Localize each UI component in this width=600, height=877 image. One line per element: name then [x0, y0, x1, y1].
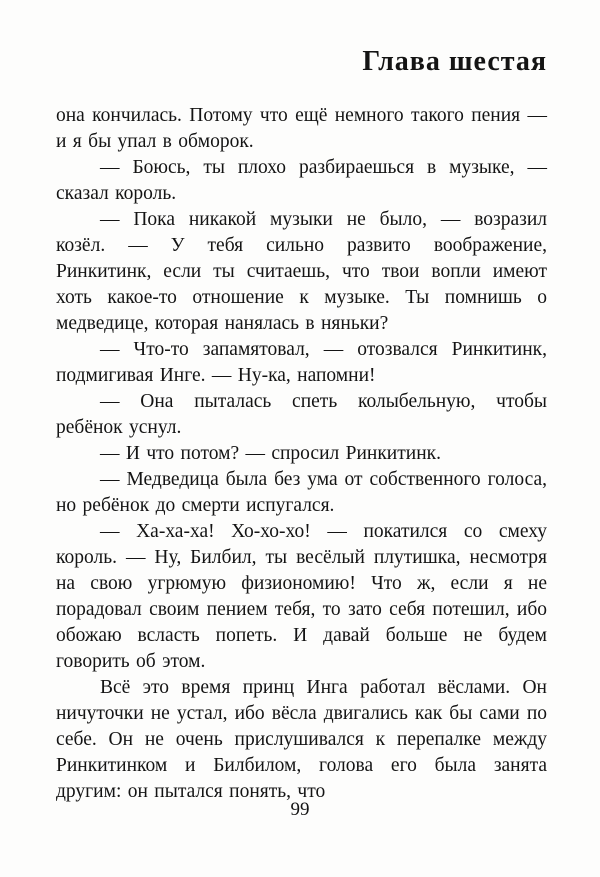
paragraph: — И что потом? — спросил Ринкитинк.	[100, 443, 441, 464]
chapter-heading: Глава шестая	[362, 46, 547, 77]
paragraph: — Ха-ха-ха! Хо-хо-хо! — покатился со смеху король. — Ну, Билбил, ты весёлый плутишка, несмотря на свою угрюмую физиономию! Что ж, если я не порадовал своим пением тебя, то зато себя потешил, ибо обожаю всласть попеть. И давай больше не будем говорить об этом.	[56, 521, 547, 672]
paragraph: — Она пыталась спеть колыбельную, чтобы ребёнок уснул.	[56, 391, 547, 438]
page-number: 99	[290, 799, 310, 820]
paragraph: — Пока никакой музыки не было, — возразил козёл. — У тебя сильно развито воображение, Ринкитинк, если ты считаешь, что твои вопли имеют хоть какое-то отношение к музыке. Ты помнишь о медведице, которая нанялась в няньки?	[56, 209, 547, 334]
paragraph: она кончилась. Потому что ещё немного такого пения — и я бы упал в обморок.	[56, 105, 547, 152]
paragraph: — Что-то запамятовал, — отозвался Ринкитинк, подмигивая Инге. — Ну-ка, напомни!	[56, 339, 547, 386]
paragraph: Всё это время принц Инга работал вёслами. Он ничуточки не устал, ибо вёсла двигались как бы сами по себе. Он не очень прислушивался к перепалке между Ринкитинком и Билбилом, голова его была занята другим: он пытался понять, что	[56, 677, 547, 802]
body-text	[56, 103, 547, 805]
paragraph: — Медведица была без ума от собственного голоса, но ребёнок до смерти испугался.	[56, 469, 547, 516]
paragraph: — Боюсь, ты плохо разбираешься в музыке, — сказал король.	[56, 157, 547, 204]
